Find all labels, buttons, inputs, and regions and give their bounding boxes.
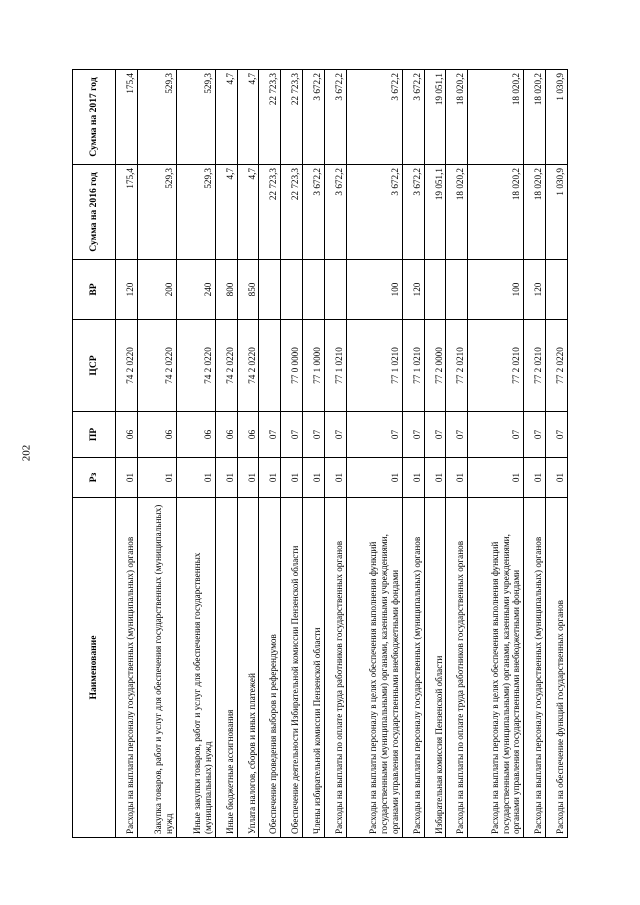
cell-csr: 77 1 0210 bbox=[346, 320, 402, 412]
cell-vr: 100 bbox=[346, 260, 402, 320]
cell-sum-2016: 3 672,2 bbox=[346, 165, 402, 260]
cell-sum-2017: 18 020,2 bbox=[524, 70, 546, 165]
header-sum-2016: Сумма на 2016 год bbox=[73, 165, 116, 260]
header-vr: ВР bbox=[73, 260, 116, 320]
cell-sum-2016: 22 723,3 bbox=[281, 165, 303, 260]
cell-name: Уплата налогов, сборов и иных платежей bbox=[237, 498, 259, 838]
cell-csr: 74 2 0220 bbox=[237, 320, 259, 412]
cell-pr: 07 bbox=[546, 412, 568, 458]
cell-rz: 01 bbox=[324, 458, 346, 498]
cell-vr bbox=[281, 260, 303, 320]
cell-sum-2016: 4,7 bbox=[215, 165, 237, 260]
cell-rz: 01 bbox=[259, 458, 281, 498]
cell-pr: 06 bbox=[176, 412, 215, 458]
cell-rz: 01 bbox=[468, 458, 524, 498]
cell-sum-2016: 3 672,2 bbox=[303, 165, 325, 260]
cell-csr: 77 2 0210 bbox=[468, 320, 524, 412]
cell-csr: 74 2 0220 bbox=[176, 320, 215, 412]
cell-vr bbox=[324, 260, 346, 320]
table-row bbox=[346, 70, 402, 838]
table-row bbox=[446, 70, 468, 838]
table-row bbox=[176, 70, 215, 838]
cell-sum-2016: 22 723,3 bbox=[259, 165, 281, 260]
cell-sum-2016: 529,3 bbox=[137, 165, 176, 260]
cell-csr: 77 0 0000 bbox=[281, 320, 303, 412]
header-pr: ПР bbox=[73, 412, 116, 458]
cell-rz: 01 bbox=[215, 458, 237, 498]
cell-sum-2017: 1 030,9 bbox=[546, 70, 568, 165]
cell-pr: 06 bbox=[237, 412, 259, 458]
cell-sum-2017: 3 672,2 bbox=[303, 70, 325, 165]
cell-sum-2017: 3 672,2 bbox=[402, 70, 424, 165]
cell-rz: 01 bbox=[237, 458, 259, 498]
cell-vr bbox=[446, 260, 468, 320]
cell-csr: 77 1 0000 bbox=[303, 320, 325, 412]
table-row bbox=[259, 70, 281, 838]
cell-name: Иные бюджетные ассигнования bbox=[215, 498, 237, 838]
cell-sum-2016: 18 020,2 bbox=[524, 165, 546, 260]
cell-pr: 06 bbox=[137, 412, 176, 458]
cell-name: Расходы на выплаты по оплате труда работников государственных органов bbox=[446, 498, 468, 838]
cell-sum-2017: 22 723,3 bbox=[259, 70, 281, 165]
cell-pr: 07 bbox=[303, 412, 325, 458]
cell-csr: 74 2 0220 bbox=[215, 320, 237, 412]
table-body bbox=[116, 70, 568, 838]
cell-rz: 01 bbox=[303, 458, 325, 498]
cell-sum-2017: 3 672,2 bbox=[324, 70, 346, 165]
cell-vr: 120 bbox=[402, 260, 424, 320]
cell-rz: 01 bbox=[546, 458, 568, 498]
table-row bbox=[237, 70, 259, 838]
cell-vr: 100 bbox=[468, 260, 524, 320]
cell-csr: 77 2 0210 bbox=[446, 320, 468, 412]
table-row bbox=[468, 70, 524, 838]
cell-pr: 06 bbox=[215, 412, 237, 458]
cell-name: Обеспечение деятельности Избирательной комиссии Пензенской области bbox=[281, 498, 303, 838]
cell-name: Члены избирательной комиссии Пензенской области bbox=[303, 498, 325, 838]
cell-csr: 77 1 0210 bbox=[402, 320, 424, 412]
cell-pr: 06 bbox=[116, 412, 138, 458]
cell-sum-2016: 3 672,2 bbox=[402, 165, 424, 260]
cell-csr: 74 2 0220 bbox=[137, 320, 176, 412]
cell-pr: 07 bbox=[424, 412, 446, 458]
table-row bbox=[524, 70, 546, 838]
budget-table-container bbox=[72, 70, 568, 838]
cell-name: Расходы на выплаты по оплате труда работников государственных органов bbox=[324, 498, 346, 838]
cell-rz: 01 bbox=[176, 458, 215, 498]
table-header-row bbox=[73, 70, 116, 838]
table-row bbox=[424, 70, 446, 838]
cell-pr: 07 bbox=[446, 412, 468, 458]
budget-table bbox=[72, 69, 568, 838]
cell-pr: 07 bbox=[259, 412, 281, 458]
cell-sum-2017: 4,7 bbox=[215, 70, 237, 165]
table-row bbox=[324, 70, 346, 838]
cell-pr: 07 bbox=[281, 412, 303, 458]
table-row bbox=[402, 70, 424, 838]
cell-name: Расходы на выплаты персоналу государственных (муниципальных) органов bbox=[524, 498, 546, 838]
cell-name: Избирательная комиссия Пензенской области bbox=[424, 498, 446, 838]
cell-name: Обеспечение проведения выборов и референдумов bbox=[259, 498, 281, 838]
cell-csr: 77 2 0220 bbox=[546, 320, 568, 412]
cell-vr bbox=[259, 260, 281, 320]
cell-csr bbox=[259, 320, 281, 412]
cell-rz: 01 bbox=[116, 458, 138, 498]
cell-name: Расходы на выплаты персоналу государственных (муниципальных) органов bbox=[402, 498, 424, 838]
cell-sum-2017: 529,3 bbox=[176, 70, 215, 165]
header-rz: Рз bbox=[73, 458, 116, 498]
table-row bbox=[546, 70, 568, 838]
cell-vr: 120 bbox=[116, 260, 138, 320]
page-number: 202 bbox=[20, 444, 33, 462]
cell-name: Расходы на обеспечение функций государственных органов bbox=[546, 498, 568, 838]
cell-sum-2016: 1 030,9 bbox=[546, 165, 568, 260]
cell-sum-2017: 22 723,3 bbox=[281, 70, 303, 165]
cell-name: Расходы на выплаты персоналу в целях обеспечения выполнения функций государственными (муниципальными) органами, казенными учреждениями, органами управления государственными внебюджетными фондами bbox=[346, 498, 402, 838]
cell-rz: 01 bbox=[402, 458, 424, 498]
cell-name: Расходы на выплаты персоналу в целях обеспечения выполнения функций государственными (муниципальными) органами, казенными учреждениями, органами управления государственными внебюджетными фондами bbox=[468, 498, 524, 838]
cell-pr: 07 bbox=[524, 412, 546, 458]
cell-csr: 77 1 0210 bbox=[324, 320, 346, 412]
cell-sum-2016: 18 020,2 bbox=[468, 165, 524, 260]
header-csr: ЦСР bbox=[73, 320, 116, 412]
cell-csr: 74 2 0220 bbox=[116, 320, 138, 412]
cell-pr: 07 bbox=[468, 412, 524, 458]
header-name: Наименование bbox=[73, 498, 116, 838]
cell-sum-2016: 18 020,2 bbox=[446, 165, 468, 260]
table-row bbox=[137, 70, 176, 838]
cell-csr: 77 2 0000 bbox=[424, 320, 446, 412]
cell-sum-2016: 4,7 bbox=[237, 165, 259, 260]
cell-sum-2017: 3 672,2 bbox=[346, 70, 402, 165]
cell-vr bbox=[303, 260, 325, 320]
cell-name: Расходы на выплаты персоналу государственных (муниципальных) органов bbox=[116, 498, 138, 838]
cell-rz: 01 bbox=[446, 458, 468, 498]
cell-sum-2017: 4,7 bbox=[237, 70, 259, 165]
cell-sum-2017: 18 020,2 bbox=[468, 70, 524, 165]
cell-sum-2017: 18 020,2 bbox=[446, 70, 468, 165]
cell-sum-2017: 529,3 bbox=[137, 70, 176, 165]
cell-csr: 77 2 0210 bbox=[524, 320, 546, 412]
cell-rz: 01 bbox=[281, 458, 303, 498]
cell-vr: 850 bbox=[237, 260, 259, 320]
cell-vr: 120 bbox=[524, 260, 546, 320]
cell-sum-2016: 175,4 bbox=[116, 165, 138, 260]
cell-name: Иные закупки товаров, работ и услуг для обеспечения государственных (муниципальных) нужд bbox=[176, 498, 215, 838]
cell-vr bbox=[424, 260, 446, 320]
cell-sum-2017: 19 051,1 bbox=[424, 70, 446, 165]
cell-rz: 01 bbox=[524, 458, 546, 498]
table-row bbox=[303, 70, 325, 838]
cell-rz: 01 bbox=[346, 458, 402, 498]
cell-sum-2016: 3 672,2 bbox=[324, 165, 346, 260]
cell-name: Закупка товаров, работ и услуг для обеспечения государственных (муниципальных) нужд bbox=[137, 498, 176, 838]
cell-rz: 01 bbox=[137, 458, 176, 498]
header-sum-2017: Сумма на 2017 год bbox=[73, 70, 116, 165]
cell-pr: 07 bbox=[346, 412, 402, 458]
table-row bbox=[281, 70, 303, 838]
cell-vr: 240 bbox=[176, 260, 215, 320]
cell-vr bbox=[546, 260, 568, 320]
cell-sum-2016: 529,3 bbox=[176, 165, 215, 260]
cell-rz: 01 bbox=[424, 458, 446, 498]
cell-vr: 200 bbox=[137, 260, 176, 320]
cell-vr: 800 bbox=[215, 260, 237, 320]
cell-sum-2016: 19 051,1 bbox=[424, 165, 446, 260]
table-row bbox=[215, 70, 237, 838]
cell-pr: 07 bbox=[402, 412, 424, 458]
cell-sum-2017: 175,4 bbox=[116, 70, 138, 165]
table-row bbox=[116, 70, 138, 838]
cell-pr: 07 bbox=[324, 412, 346, 458]
